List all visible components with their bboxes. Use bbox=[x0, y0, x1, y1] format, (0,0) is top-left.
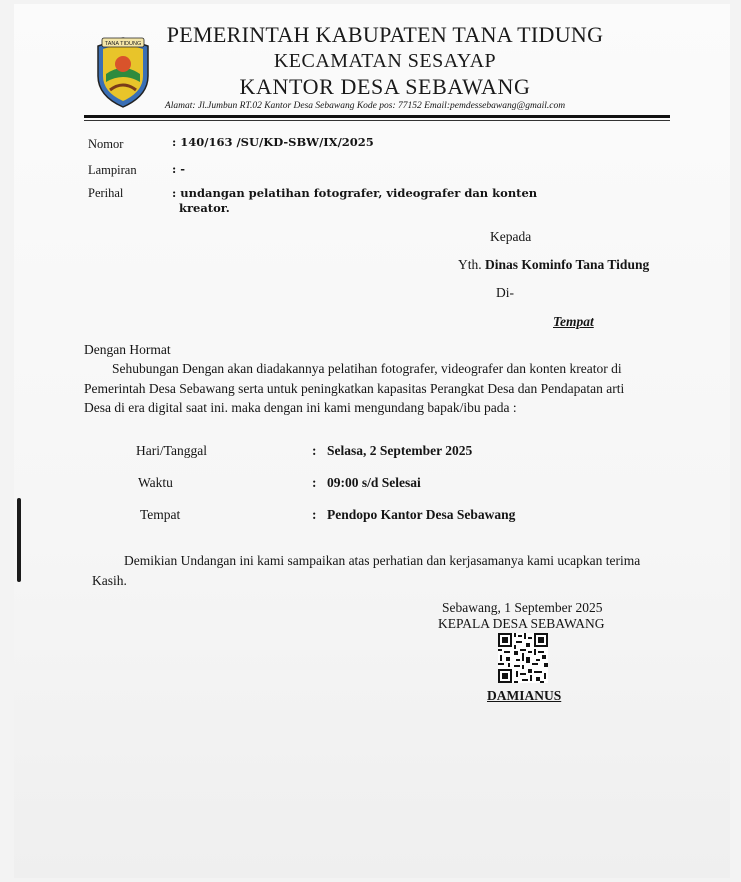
detail-label-place: Tempat bbox=[140, 507, 181, 522]
letterhead-line-office: KANTOR DESA SEBAWANG bbox=[239, 74, 531, 99]
detail-value-place: Pendopo Kantor Desa Sebawang bbox=[327, 507, 516, 522]
body-paragraph-line1: Sehubungan Dengan akan diadakannya pelatihan fotografer, videografer dan konten kreator di bbox=[112, 361, 622, 376]
yth-text: Yth. bbox=[458, 257, 482, 272]
letterhead-rule-thin bbox=[84, 120, 670, 121]
letterhead-line-district: KECAMATAN SESAYAP bbox=[273, 50, 497, 72]
perihal-value-line1: : undangan pelatihan fotografer, videografer dan konten bbox=[172, 186, 538, 200]
perihal-label: Perihal bbox=[88, 186, 124, 200]
perihal-value-line2: kreator. bbox=[179, 201, 230, 215]
nomor-label: Nomor bbox=[88, 137, 124, 151]
signature-place-date: Sebawang, 1 September 2025 bbox=[442, 600, 603, 615]
body-paragraph-line3: Desa di era digital saat ini. maka dengan ini kami mengundang bapak/ibu pada : bbox=[84, 400, 517, 415]
svg-text:TANA TIDUNG: TANA TIDUNG bbox=[104, 41, 142, 47]
regency-logo bbox=[92, 34, 154, 110]
signatory-name: DAMIANUS bbox=[487, 688, 562, 703]
detail-label-date: Hari/Tanggal bbox=[136, 443, 208, 458]
closing-line1: Demikian Undangan ini kami sampaikan atas perhatian dan kerjasamanya kami ucapkan terima bbox=[124, 553, 641, 568]
detail-colon-place: : bbox=[312, 507, 317, 522]
qr-code bbox=[498, 633, 548, 683]
di-text: Di- bbox=[496, 285, 514, 300]
lampiran-label: Lampiran bbox=[88, 163, 137, 177]
letterhead-line-regency: PEMERINTAH KABUPATEN TANA TIDUNG bbox=[166, 22, 604, 47]
nomor-value: : 140/163 /SU/KD-SBW/IX/2025 bbox=[172, 135, 374, 149]
signature-position: KEPALA DESA SEBAWANG bbox=[438, 616, 605, 631]
greeting: Dengan Hormat bbox=[84, 342, 171, 357]
recipient-line bbox=[458, 257, 649, 273]
detail-colon-time: : bbox=[312, 475, 317, 490]
detail-label-time: Waktu bbox=[138, 475, 173, 490]
scan-edge-mark bbox=[17, 498, 21, 582]
kepada-text: Kepada bbox=[490, 229, 532, 244]
letterhead-rule-thick bbox=[84, 115, 670, 118]
detail-colon-date: : bbox=[312, 443, 317, 458]
detail-value-date: Selasa, 2 September 2025 bbox=[327, 443, 473, 458]
body-paragraph-line2: Pemerintah Desa Sebawang serta untuk peningkatkan kapasitas Perangkat Desa dan Pendapatan arti bbox=[84, 381, 625, 396]
tempat-text: Tempat bbox=[553, 314, 594, 329]
closing-line2: Kasih. bbox=[92, 573, 127, 588]
letterhead-address: Alamat: Jl.Jumbun RT.02 Kantor Desa Sebawang Kode pos: 77152 Email:pemdessebawang@gmail.com bbox=[164, 101, 566, 111]
detail-value-time: 09:00 s/d Selesai bbox=[327, 475, 421, 490]
lampiran-value: : - bbox=[172, 162, 186, 176]
recipient-name: Dinas Kominfo Tana Tidung bbox=[485, 257, 650, 272]
